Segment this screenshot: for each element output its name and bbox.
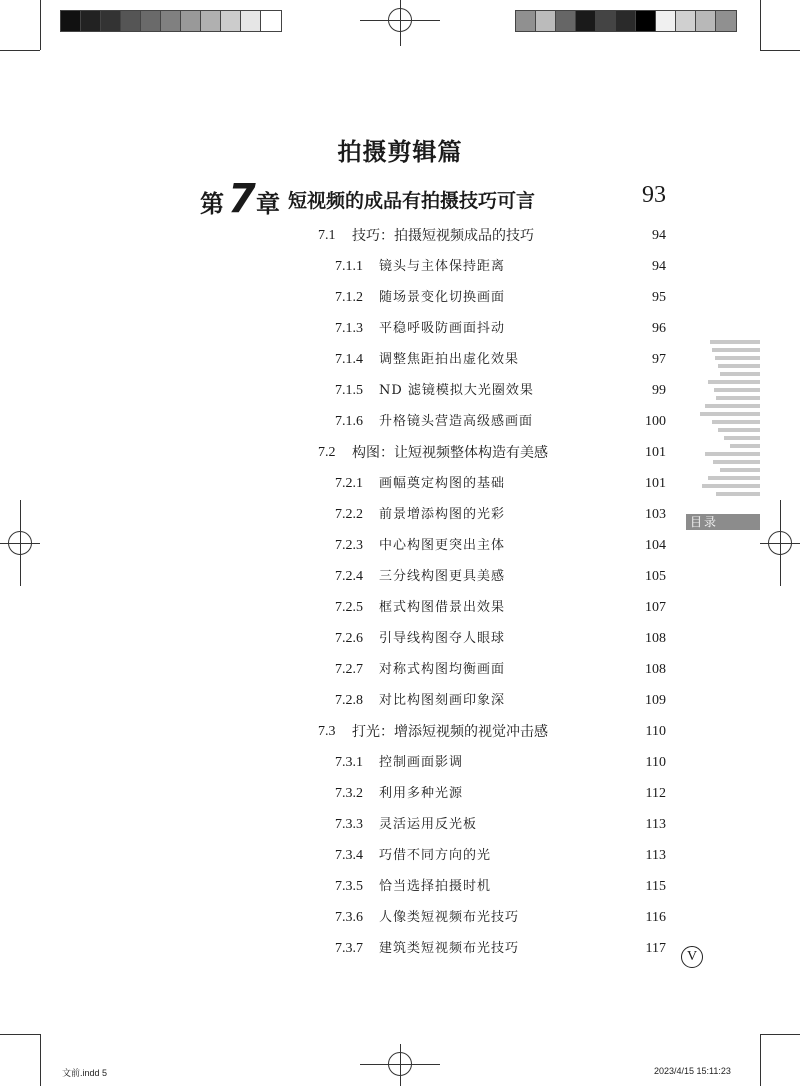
toc-subsection-row [335, 876, 666, 898]
decor-stripe [718, 364, 760, 368]
toc-subsection-row [335, 659, 666, 681]
crop-mark-tr-h [760, 50, 800, 51]
toc-title: 三分线构图更具美感 [379, 569, 506, 584]
decor-stripe [724, 436, 760, 440]
registration-top-circle [388, 8, 412, 32]
toc-number: 7.1.3 [335, 321, 363, 336]
decor-stripe [715, 356, 760, 360]
toc-number: 7.2.8 [335, 693, 363, 708]
decor-stripe [705, 452, 760, 456]
decor-stripe [702, 484, 760, 488]
toc-number: 7.2.4 [335, 569, 363, 584]
toc-subsection-row [335, 256, 666, 278]
toc-subsection-row [335, 814, 666, 836]
toc-page: 97 [652, 352, 666, 367]
toc-number: 7.3.5 [335, 879, 363, 894]
decor-stripe [720, 372, 760, 376]
toc-title: 中心构图更突出主体 [379, 538, 506, 553]
toc-page: 104 [645, 538, 666, 553]
footer-file: 文前.indd 5 [62, 1068, 108, 1078]
toc-page: 103 [645, 507, 666, 522]
decor-stripe [730, 444, 760, 448]
toc-title: 画幅奠定构图的基础 [379, 476, 506, 491]
color-swatch [596, 11, 616, 31]
toc-number: 7.3.7 [335, 941, 363, 956]
toc-subsection-row [335, 938, 666, 960]
crop-mark-tl-v [40, 0, 41, 50]
toc-subsection-row [335, 783, 666, 805]
toc-title: 随场景变化切换画面 [379, 290, 506, 305]
toc-title: 巧借不同方向的光 [379, 848, 492, 863]
toc-number: 7.1.5 [335, 383, 363, 398]
toc-subsection-row [335, 473, 666, 495]
page-number-roman: V [681, 946, 703, 968]
color-swatch [221, 11, 241, 31]
decor-stripe [716, 396, 760, 400]
toc-subsection-row [335, 628, 666, 650]
toc-subsection-row [335, 535, 666, 557]
decor-stripe [700, 412, 760, 416]
toc-page: 96 [652, 321, 666, 336]
color-swatch [516, 11, 536, 31]
toc-title: 利用多种光源 [379, 786, 464, 801]
toc-title: 对称式构图均衡画面 [379, 662, 506, 677]
toc-number: 7.3 [318, 724, 336, 739]
toc-title: ND 滤镜模拟大光圈效果 [379, 383, 534, 398]
toc-subsection-row [335, 349, 666, 371]
toc-title: 打光：增添短视频的视觉冲击感 [352, 724, 548, 740]
decor-stripe [716, 492, 760, 496]
decor-stripe [708, 476, 760, 480]
toc-title: 前景增添构图的光彩 [379, 507, 506, 522]
decor-stripe [710, 340, 760, 344]
toc-subsection-row [335, 597, 666, 619]
toc-number: 7.2.6 [335, 631, 363, 646]
registration-right-circle [768, 531, 792, 555]
toc-number: 7.2.7 [335, 662, 363, 677]
toc-title: 镜头与主体保持距离 [379, 259, 506, 274]
toc-page: 101 [645, 476, 666, 491]
toc-section-row [318, 225, 666, 247]
toc-number: 7.2.2 [335, 507, 363, 522]
chapter-suffix: 章 [256, 189, 280, 218]
toc-number: 7.1.6 [335, 414, 363, 429]
toc-page: 115 [645, 879, 666, 894]
toc-title: 人像类短视频布光技巧 [379, 910, 520, 925]
side-tab-toc: 目录 [686, 514, 760, 530]
toc-subsection-row [335, 566, 666, 588]
color-swatch [696, 11, 716, 31]
color-swatch [636, 11, 656, 31]
decor-stripe [720, 468, 760, 472]
toc-page: 99 [652, 383, 666, 398]
toc-section-row [318, 721, 666, 743]
toc-page: 112 [645, 786, 666, 801]
toc-page: 109 [645, 693, 666, 708]
color-swatch [261, 11, 281, 31]
color-swatch [676, 11, 696, 31]
toc-subsection-row [335, 690, 666, 712]
toc-title: 对比构图刻画印象深 [379, 693, 506, 708]
toc-page: 94 [652, 259, 666, 274]
chapter-page: 93 [642, 182, 666, 208]
footer-timestamp: 2023/4/15 15:11:23 [654, 1066, 731, 1076]
toc-title: 灵活运用反光板 [379, 817, 478, 832]
toc-page: 95 [652, 290, 666, 305]
toc-title: 恰当选择拍摄时机 [379, 879, 492, 894]
toc-number: 7.1.4 [335, 352, 363, 367]
toc-title: 调整焦距拍出虚化效果 [379, 352, 520, 367]
toc-page: 113 [645, 848, 666, 863]
decor-stripe [708, 380, 760, 384]
toc-number: 7.1.1 [335, 259, 363, 274]
chapter-heading [200, 176, 670, 222]
toc-subsection-row [335, 380, 666, 402]
color-swatch [121, 11, 141, 31]
toc-number: 7.3.4 [335, 848, 363, 863]
toc-number: 7.2.3 [335, 538, 363, 553]
toc-page: 116 [645, 910, 666, 925]
color-swatch [161, 11, 181, 31]
toc-subsection-row [335, 752, 666, 774]
color-swatch [576, 11, 596, 31]
crop-mark-bl-h [0, 1034, 40, 1035]
toc-title: 框式构图借景出效果 [379, 600, 506, 615]
chapter-number: 7 [228, 176, 256, 222]
toc-page: 110 [645, 724, 666, 739]
toc-page: 108 [645, 631, 666, 646]
toc-title: 构图：让短视频整体构造有美感 [352, 445, 548, 461]
toc-subsection-row [335, 287, 666, 309]
toc-number: 7.3.3 [335, 817, 363, 832]
part-title: 拍摄剪辑篇 [337, 138, 463, 166]
crop-mark-tl-h [0, 50, 40, 51]
crop-mark-br-v [760, 1034, 761, 1086]
color-swatch [61, 11, 81, 31]
toc-title: 控制画面影调 [379, 755, 464, 770]
toc-title: 引导线构图夺人眼球 [379, 631, 506, 646]
color-swatch [716, 11, 736, 31]
color-bar-left [60, 10, 282, 32]
toc-title: 建筑类短视频布光技巧 [379, 941, 520, 956]
toc-subsection-row [335, 411, 666, 433]
toc-page: 100 [645, 414, 666, 429]
decor-stripe [705, 404, 760, 408]
toc-title: 升格镜头营造高级感画面 [379, 414, 534, 429]
toc-section-row [318, 442, 666, 464]
toc-page: 94 [652, 228, 666, 243]
toc-number: 7.2.1 [335, 476, 363, 491]
color-swatch [101, 11, 121, 31]
color-swatch [556, 11, 576, 31]
crop-mark-tr-v [760, 0, 761, 50]
chapter-title: 短视频的成品有拍摄技巧可言 [288, 190, 536, 212]
color-swatch [536, 11, 556, 31]
color-swatch [141, 11, 161, 31]
toc-page: 105 [645, 569, 666, 584]
color-bar-right [515, 10, 737, 32]
toc-number: 7.3.1 [335, 755, 363, 770]
toc-page: 101 [645, 445, 666, 460]
decor-stripe [718, 428, 760, 432]
toc-page: 113 [645, 817, 666, 832]
decor-stripe [714, 388, 760, 392]
toc-number: 7.3.6 [335, 910, 363, 925]
toc-number: 7.1.2 [335, 290, 363, 305]
decor-stripe [712, 348, 760, 352]
color-swatch [201, 11, 221, 31]
toc-number: 7.3.2 [335, 786, 363, 801]
color-swatch [656, 11, 676, 31]
toc-subsection-row [335, 504, 666, 526]
registration-bottom-circle [388, 1052, 412, 1076]
toc-title: 平稳呼吸防画面抖动 [379, 321, 506, 336]
color-swatch [616, 11, 636, 31]
decor-stripe [712, 420, 760, 424]
toc-page: 117 [645, 941, 666, 956]
crop-mark-br-h [760, 1034, 800, 1035]
crop-mark-bl-v [40, 1034, 41, 1086]
toc-page: 110 [645, 755, 666, 770]
toc-subsection-row [335, 845, 666, 867]
toc-subsection-row [335, 318, 666, 340]
registration-left-circle [8, 531, 32, 555]
toc-page: 107 [645, 600, 666, 615]
toc-number: 7.2 [318, 445, 336, 460]
color-swatch [181, 11, 201, 31]
toc-subsection-row [335, 907, 666, 929]
color-swatch [81, 11, 101, 31]
toc-number: 7.2.5 [335, 600, 363, 615]
toc-title: 技巧：拍摄短视频成品的技巧 [352, 228, 534, 244]
toc-page: 108 [645, 662, 666, 677]
toc-number: 7.1 [318, 228, 336, 243]
color-swatch [241, 11, 261, 31]
decor-stripe [713, 460, 760, 464]
chapter-prefix: 第 [200, 189, 224, 218]
